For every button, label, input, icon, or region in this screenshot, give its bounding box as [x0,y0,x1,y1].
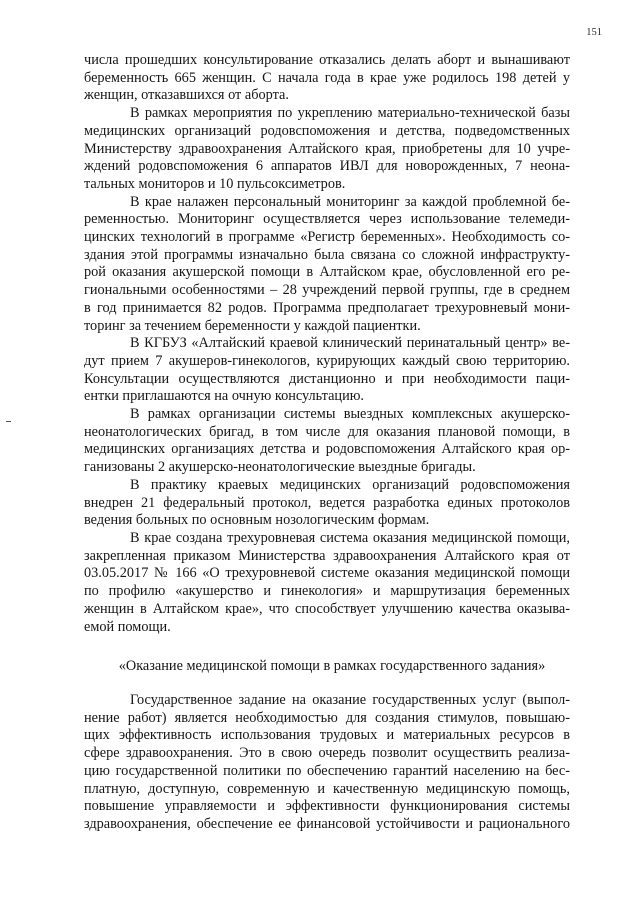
text-line: неонатологических бригад, в том числе для оказания плановой помощи, в [84,423,570,440]
text-line: женщин в Алтайском крае», что способствует улучшению качества оказыва- [84,600,570,617]
text-line: повышение управляемости и эффективности функционирования системы [84,798,570,815]
text-line: тальных мониторов и 10 пульсоксиметров. [84,175,346,192]
text-line: щих эффективность использования трудовых и материальных ресурсов в [84,727,570,744]
text-line: женщин, отказавшихся от аборта. [84,87,289,104]
text-line: В крае создана трехуровневая система оказания медицинской помощи, [130,529,570,546]
paragraph [84,335,570,406]
text-line: В крае налажен персональный мониторинг за каждой проблемной бе- [130,193,570,210]
text-line: торинг за течением беременности у каждой пациентки. [84,317,421,334]
margin-mark [6,421,11,422]
text-line: В рамках мероприятия по укреплению материально-технической базы [130,105,570,122]
section-heading: «Оказание медицинской помощи в рамках государственного задания» [118,658,546,674]
paragraph [84,194,570,336]
text-line: цию государственной политики по обеспечению гарантий населению на бес- [84,762,570,779]
text-line: гиональными особенностями – 28 учреждений первой группы, где в среднем [84,282,570,299]
text-line: 03.05.2017 № 166 «О трехуровневой системе оказания медицинской помощи [84,565,570,582]
text-line: Министерству здравоохранения Алтайского края, приобретены для 10 учре- [84,140,570,157]
text-line: в год принимается 82 родов. Программа предполагает трехуровневый мони- [84,299,570,316]
text-line: медицинских организациях детства и родовспоможения Алтайского края ор- [84,441,570,458]
paragraph [84,105,570,194]
text-line: по профилю «акушерство и гинекология» и маршрутизация беременных [84,583,570,600]
page-number: 151 [586,27,602,38]
text-line: рой оказания акушерской помощи в Алтайском крае, обусловленной его ре- [84,264,570,281]
text-line: дут прием 7 акушеров-гинекологов, курирующих каждый свою территорию. [84,352,570,369]
text-line: здравоохранения, обеспечение ее финансовой устойчивости и рационального [84,815,570,832]
text-line: В рамках организации системы выездных комплексных акушерско- [130,406,570,423]
text-line: нение работ) является необходимостью для создания стимулов, повышаю- [84,709,570,726]
section-body [84,692,570,834]
paragraph [84,477,570,530]
text-line: медицинских организаций родовспоможения и детства, подведомственных [84,122,570,139]
text-line: ганизованы 2 акушерско-неонатологические выездные бригады. [84,459,476,476]
paragraph [84,530,570,636]
section-paragraph [84,692,570,834]
text-line: платную, доступную, современную и качественную медицинскую помощь, [84,780,570,797]
text-line: В КГБУЗ «Алтайский краевой клинический перинатальный центр» ве- [130,335,570,352]
text-line: цинских технологий в программе «Регистр беременных». Необходимость со- [84,229,570,246]
text-line: ентки приглашаются на очную консультацию. [84,388,364,405]
text-line: внедрен 21 федеральный протокол, ведется разработка единых протоколов [84,494,570,511]
text-line: ждений родовспоможения 6 аппаратов ИВЛ для новорожденных, 7 неона- [84,158,570,175]
text-line: В практику краевых медицинских организаций родовспоможения [130,476,570,493]
text-line: ременностью. Мониторинг осуществляется через использование телемеди- [84,211,570,228]
text-line: Консультации осуществляются дистанционно и при необходимости паци- [84,370,570,387]
text-line: сфере здравоохранения. Это в свою очередь позволит осуществить реализа- [84,745,570,762]
paragraph [84,52,570,105]
text-line: закрепленная приказом Министерства здравоохранения Алтайского края от [84,547,570,564]
paragraph [84,406,570,477]
text-line: беременность 665 женщин. С начала года в крае уже родилось 198 детей у [84,69,570,86]
text-line: здания этой программы изначально была связана со сложной инфраструкту- [84,246,570,263]
document-body [84,52,570,636]
text-line: Государственное задание на оказание государственных услуг (выпол- [130,692,570,708]
text-line: числа прошедших консультирование отказались делать аборт и вынашивают [84,52,570,68]
text-line: ведения больных по основным нозологическим формам. [84,512,430,529]
text-line: емой помощи. [84,618,171,635]
